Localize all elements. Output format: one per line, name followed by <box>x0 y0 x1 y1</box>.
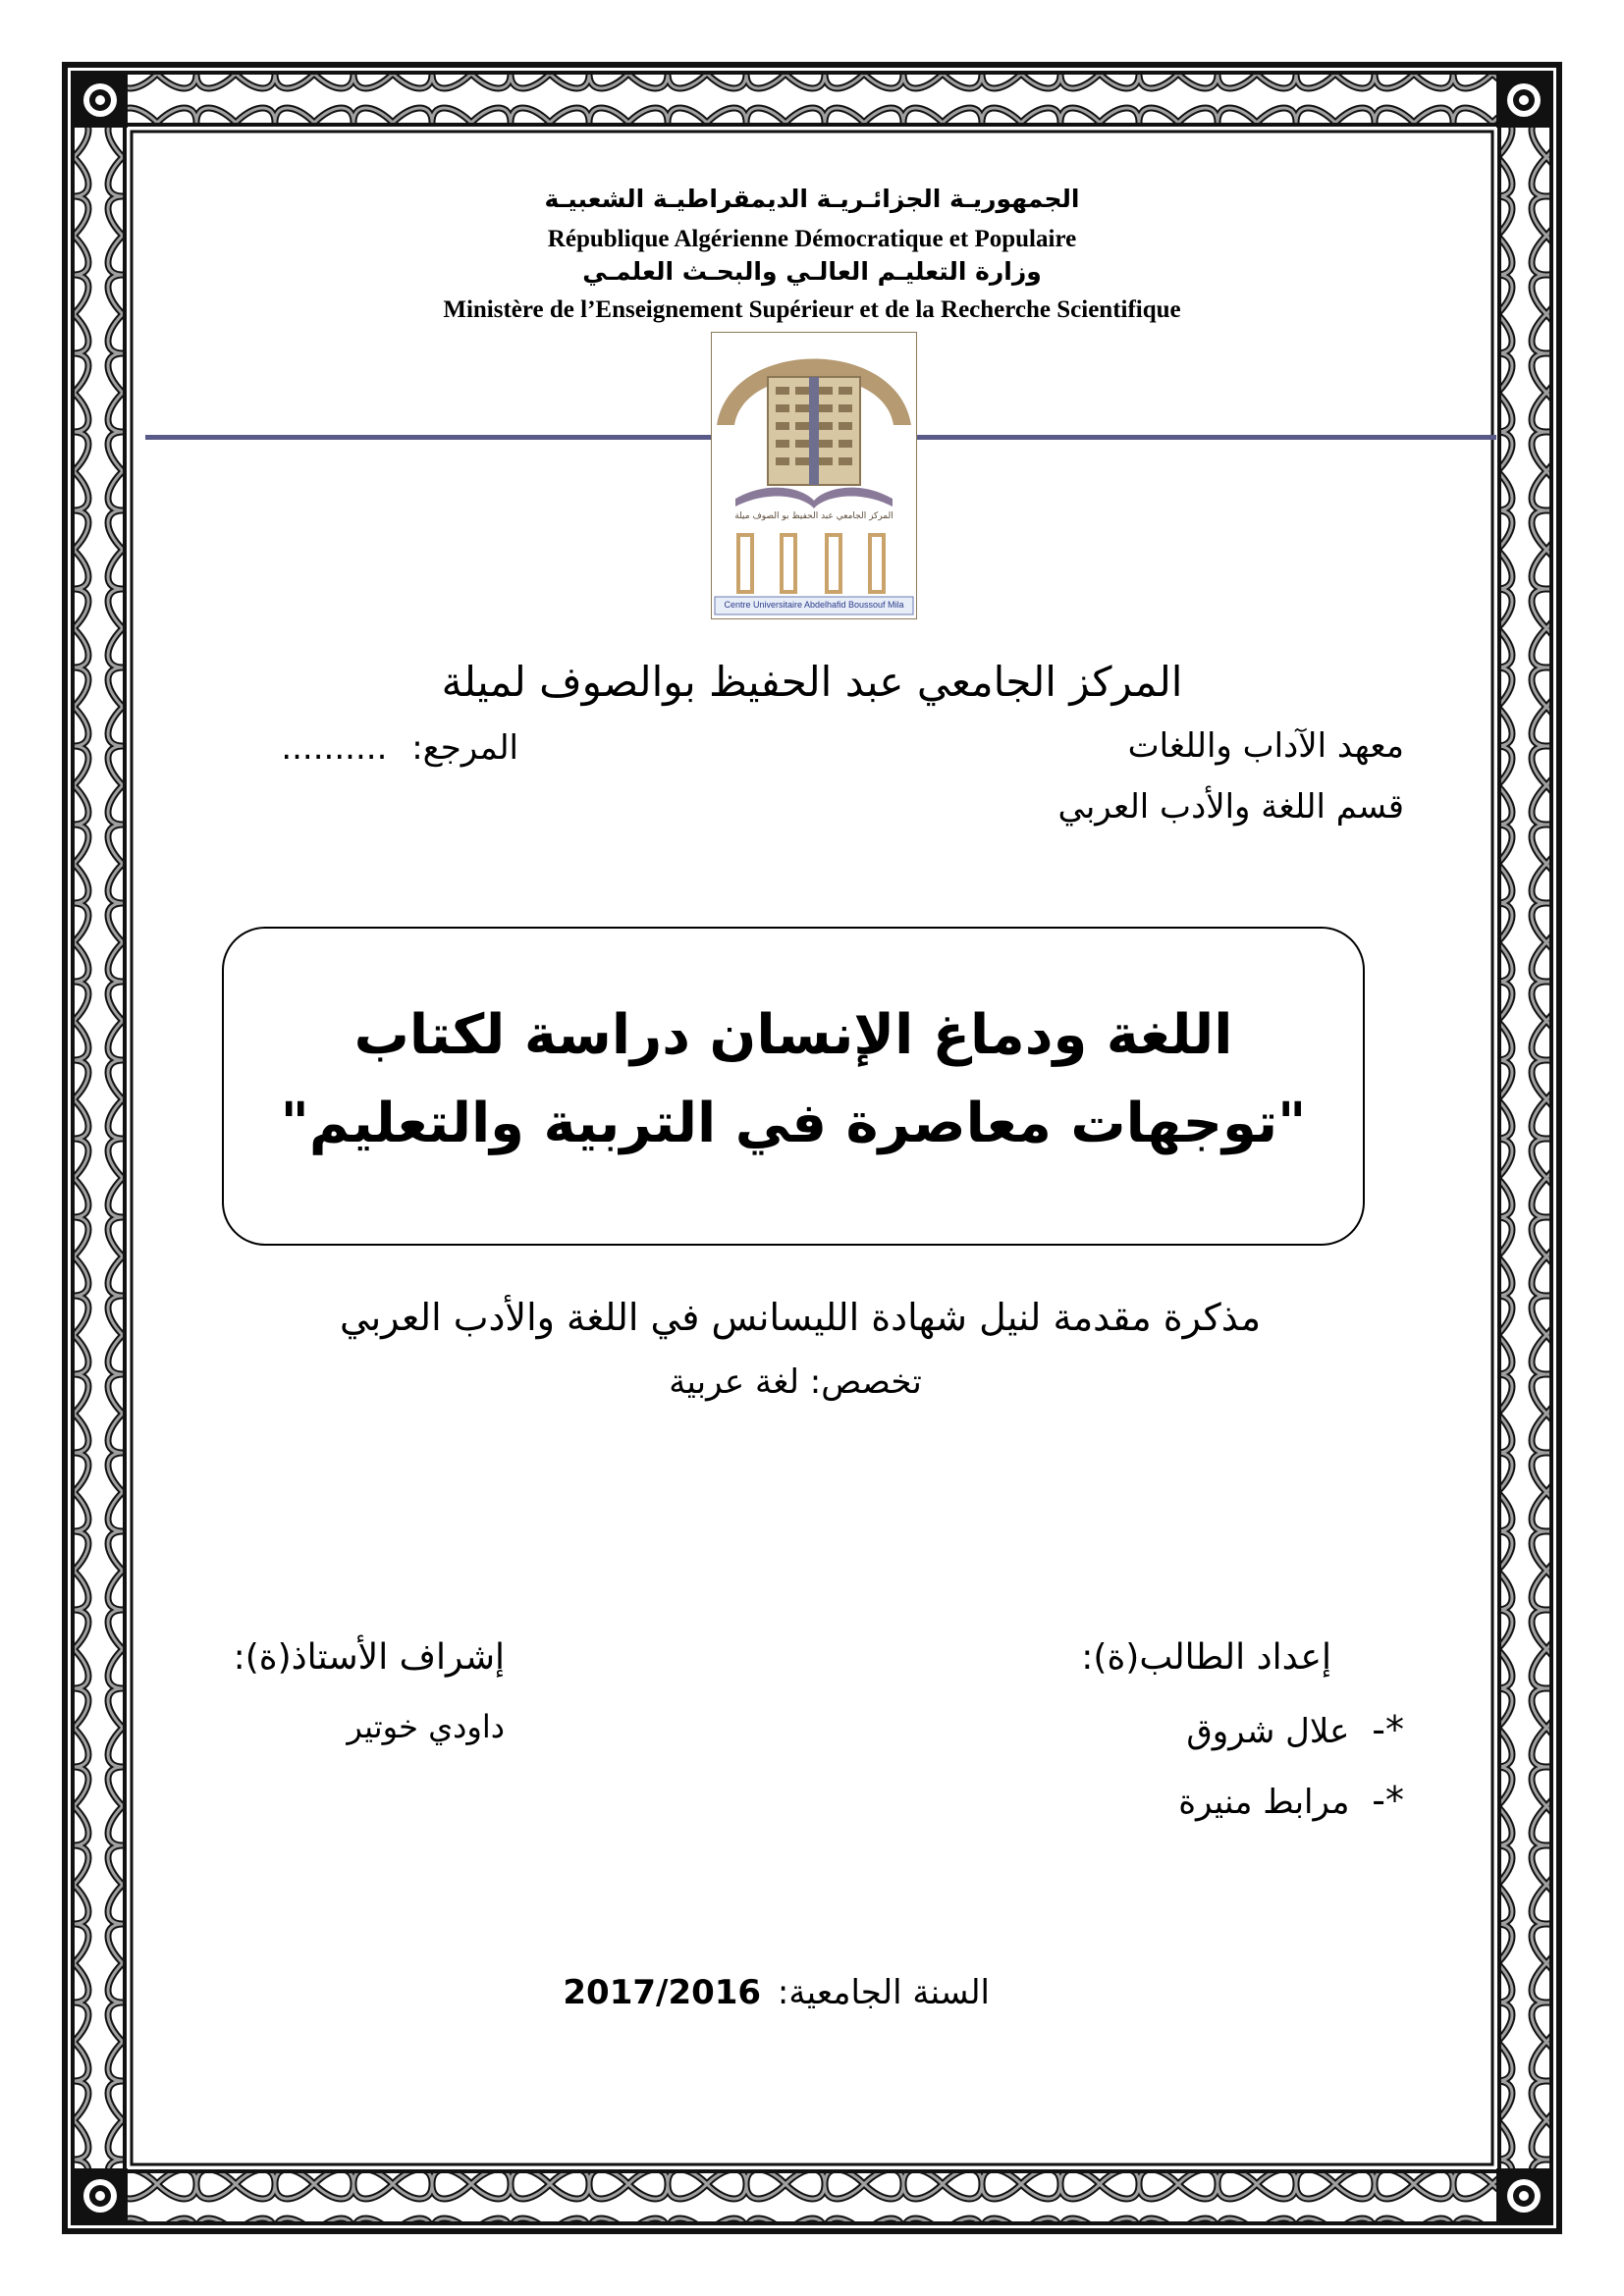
thesis-title-line-2: "توجهات معاصرة في التربية والتعليم" <box>280 1092 1307 1155</box>
reference-field <box>281 728 518 768</box>
ministry-french: Ministère de l’Enseignement Supérieur et de la Recherche Scientifique <box>443 296 1181 323</box>
student-name: مرابط منيرة <box>1178 1783 1350 1822</box>
students-label: إعداد الطالب(ة): <box>1081 1637 1331 1678</box>
ministry-arabic: وزارة التعليـم العالـي والبحـث العلمـي <box>582 257 1042 286</box>
degree-specialty: تخصص: لغة عربية <box>669 1362 922 1402</box>
republic-arabic: الجمهوريـة الجزائـريـة الديمقراطيـة الشعبيـة <box>544 185 1080 213</box>
institution-name: المركز الجامعي عبد الحفيظ بوالصوف لميلة <box>441 658 1183 706</box>
supervisor-name: داودي خوتير <box>347 1708 505 1745</box>
department-name: قسم اللغة والأدب العربي <box>1057 787 1404 827</box>
university-logo <box>711 332 917 619</box>
republic-french: République Algérienne Démocratique et Populaire <box>547 226 1077 252</box>
logo-latin-caption: Centre Universitaire Abdelhafid Boussouf Mila <box>724 600 904 610</box>
thesis-title-line-1: اللغة ودماغ الإنسان دراسة لكتاب <box>353 1003 1233 1067</box>
reference-value: .......... <box>281 728 388 768</box>
supervisor-label: إشراف الأستاذ(ة): <box>233 1637 505 1678</box>
degree-statement: مذكرة مقدمة لنيل شهادة الليسانس في اللغة والأدب العربي <box>339 1296 1262 1339</box>
student-item <box>1186 1708 1404 1751</box>
header-rule-right <box>913 435 1496 440</box>
academic-year-value: 2017/2016 <box>563 1973 762 2012</box>
reference-label: المرجع: <box>411 728 518 768</box>
student-bullet: *- <box>1372 1779 1404 1822</box>
thesis-title-box <box>222 927 1365 1246</box>
header-rule-left <box>145 435 715 440</box>
student-name: علال شروق <box>1186 1712 1350 1751</box>
logo-arabic-caption: المركز الجامعي عبد الحفيظ بو الصوف ميلة <box>734 511 893 521</box>
student-bullet: *- <box>1372 1708 1404 1751</box>
academic-year-label: السنة الجامعية: <box>777 1973 990 2012</box>
student-item <box>1178 1779 1404 1822</box>
academic-year <box>563 1973 990 2012</box>
institute-name: معهد الآداب واللغات <box>1127 726 1404 766</box>
